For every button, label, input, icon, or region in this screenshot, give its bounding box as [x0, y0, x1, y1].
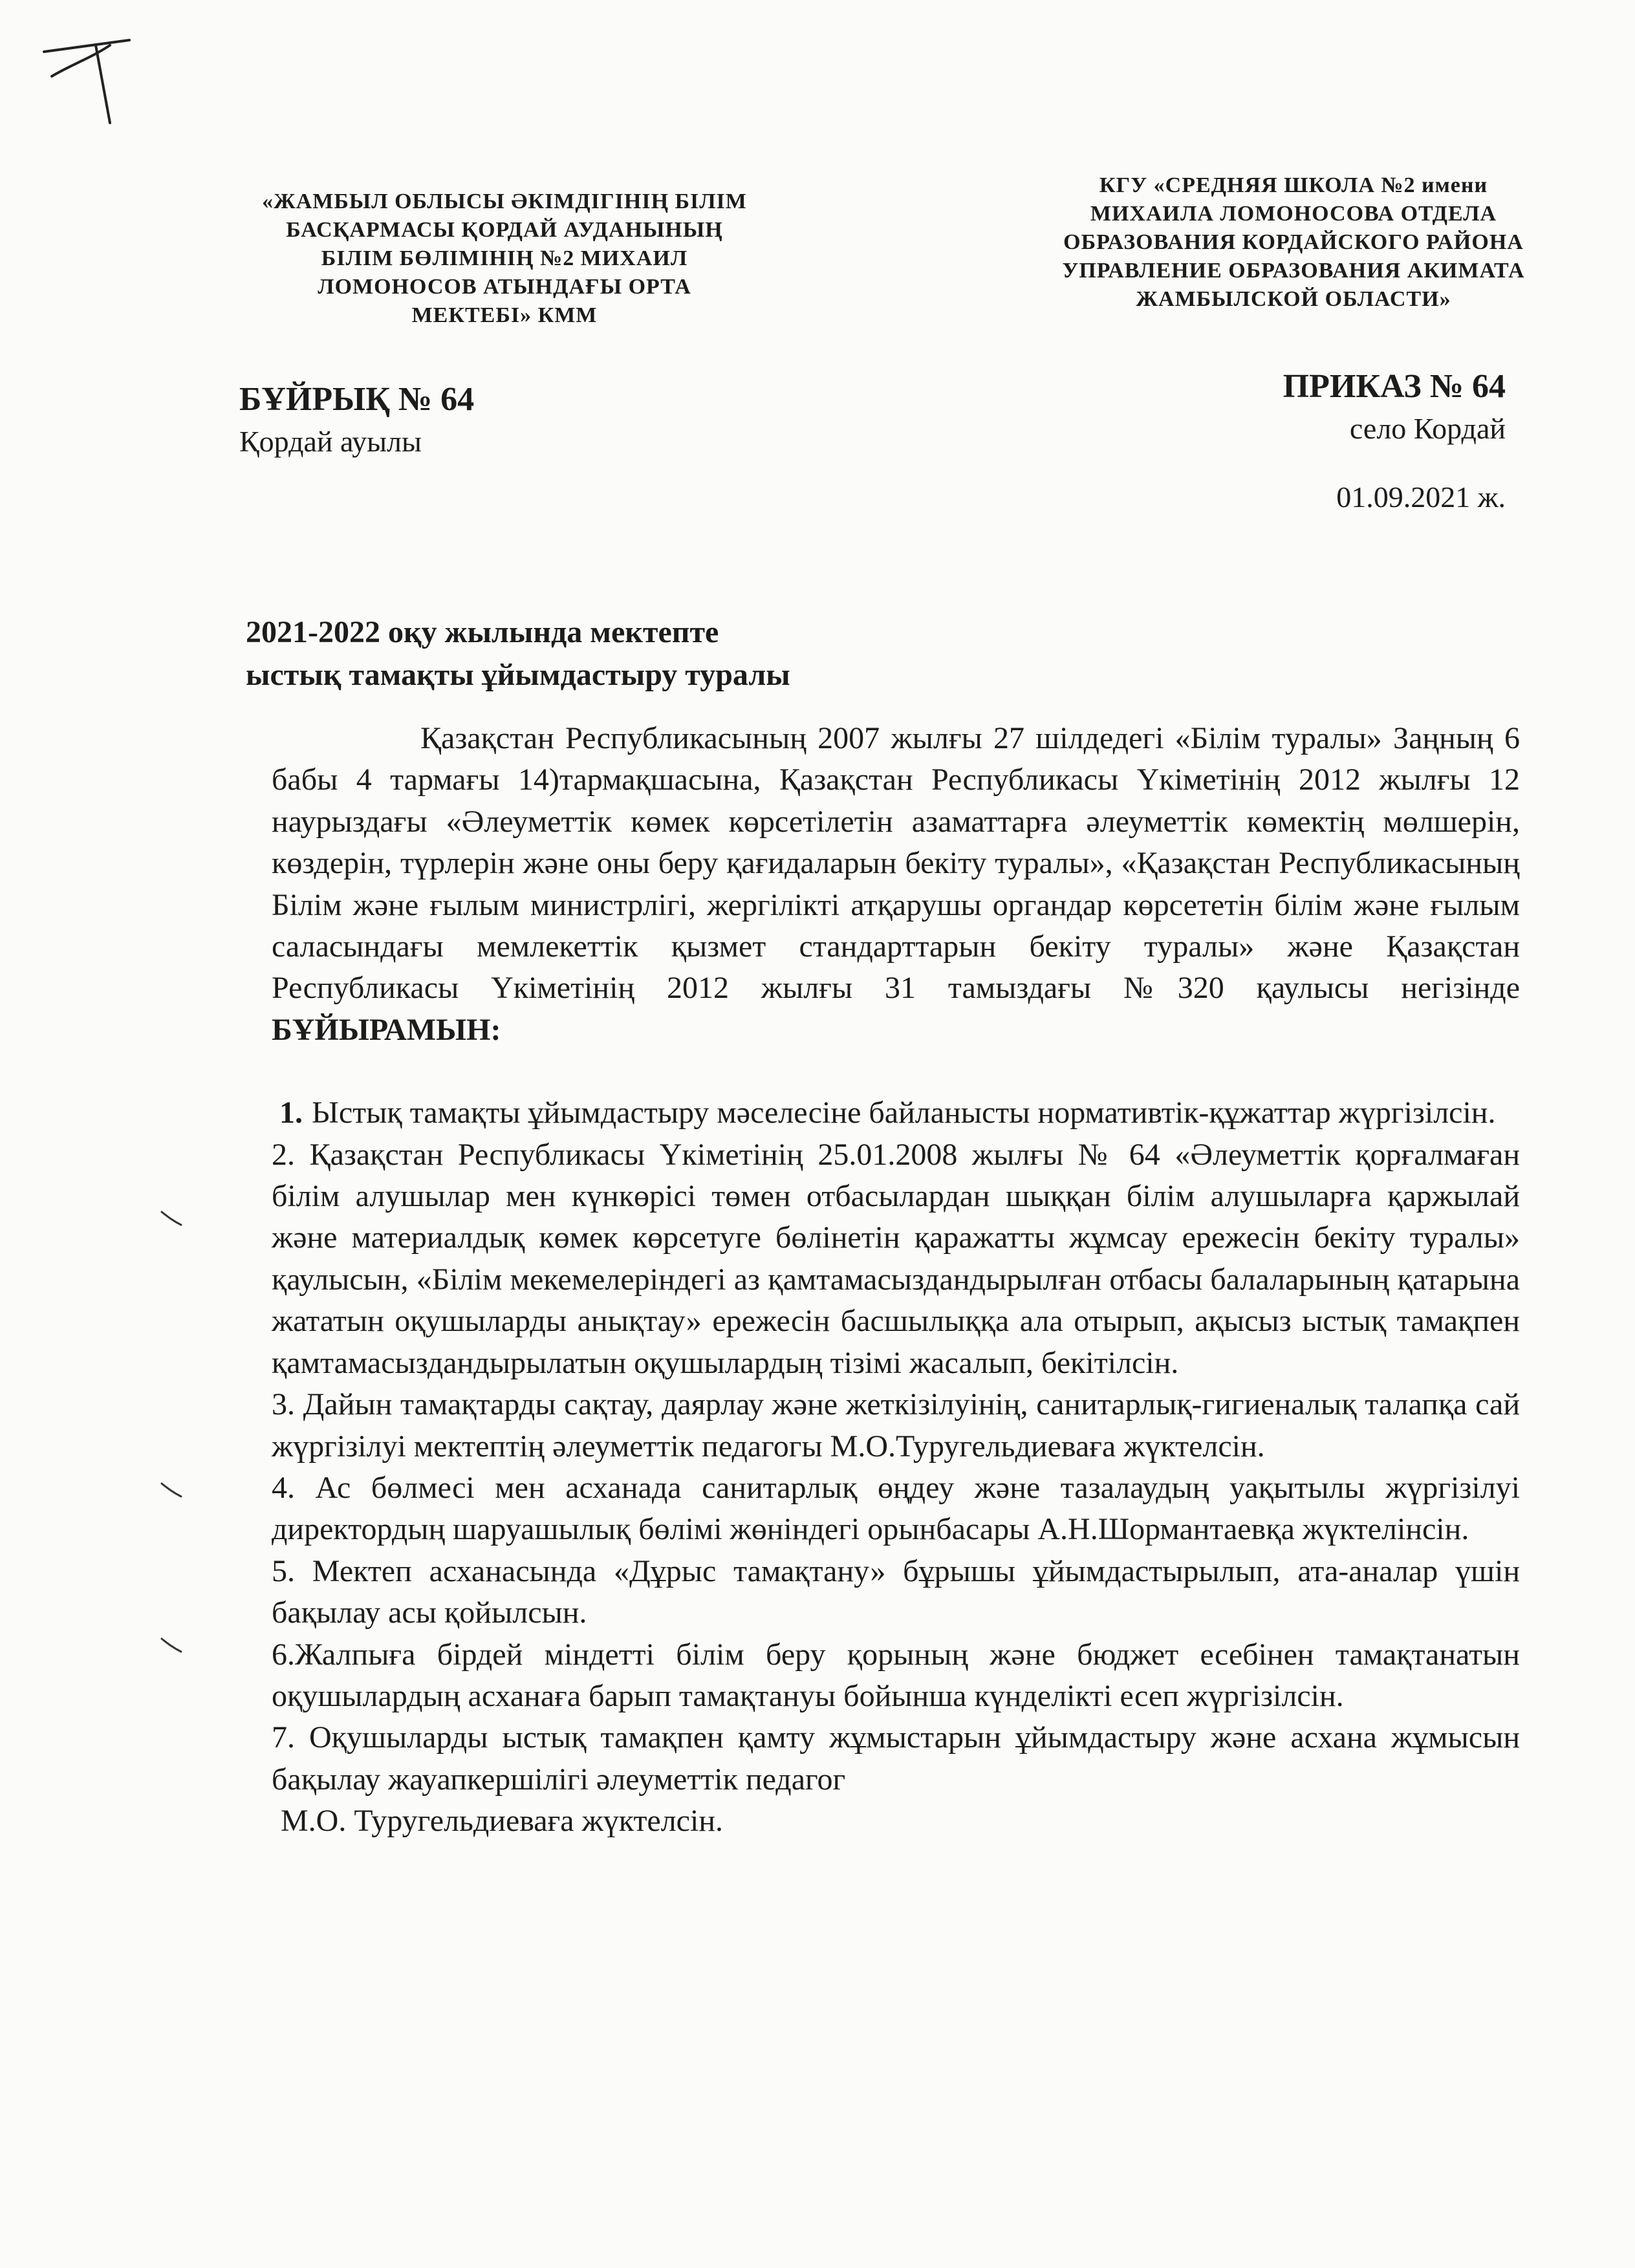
check-mark-icon — [159, 1635, 185, 1654]
order-subject — [246, 611, 1087, 697]
item-number: 6. — [272, 1637, 295, 1672]
header-ru-line: МИХАИЛА ЛОМОНОСОВА ОТДЕЛА — [1090, 202, 1497, 226]
document-body — [272, 718, 1520, 1842]
header-ru-line: ОБРАЗОВАНИЯ КОРДАЙСКОГО РАЙОНА — [1063, 230, 1524, 254]
header-ru-line: КГУ «СРЕДНЯЯ ШКОЛА №2 имени — [1099, 173, 1488, 197]
item-text: Оқушыларды ыстық тамақпен қамту жұмыстарын ұйымдастыру және асхана жұмысын бақылау жауапкершілігі әлеуметтік педагог — [272, 1720, 1520, 1797]
check-mark-icon — [159, 1208, 185, 1227]
subject-line: ыстық тамақты ұйымдастыру туралы — [246, 658, 790, 692]
header-kz-line: «ЖАМБЫЛ ОБЛЫСЫ ӘКІМДІГІНІҢ БІЛІМ — [262, 189, 747, 213]
header-kz-line: МЕКТЕБІ» КММ — [411, 303, 598, 327]
header-ru-line: УПРАВЛЕНИЕ ОБРАЗОВАНИЯ АКИМАТА — [1062, 259, 1525, 283]
order-keyword: БҰЙЫРАМЫН: — [272, 1012, 501, 1047]
item-number: 5. — [272, 1553, 295, 1588]
order-item — [272, 1384, 1520, 1467]
item-text: Дайын тамақтарды сақтау, даярлау және жеткізілуінің, санитарлық-гигиеналық талапқа сай жүргізілуі мектептің әлеуметтік педагогы М.О.Туругельдиеваға жүктелсін. — [272, 1387, 1520, 1463]
item-number: 2. — [272, 1137, 295, 1172]
paragraph-gap — [272, 1051, 1520, 1092]
order-block-ru — [1283, 365, 1506, 518]
subject-line: 2021-2022 оқу жылында мектепте — [246, 615, 719, 649]
item-text: Жалпыға бірдей міндетті білім беру қорының және бюджет есебінен тамақтанатын оқушылардың асханаға барып тамақтануы бойынша күнделікті есеп жүргізілсін. — [272, 1637, 1520, 1713]
order-item — [272, 1092, 1520, 1134]
order-block-kz — [239, 378, 474, 462]
header-kz-line: БАСҚАРМАСЫ ҚОРДАЙ АУДАНЫНЫҢ — [286, 218, 723, 242]
item-number: 4. — [272, 1470, 295, 1505]
header-ru-line: ЖАМБЫЛСКОЙ ОБЛАСТИ» — [1136, 287, 1451, 311]
order-place-kz: Қордай ауылы — [239, 425, 422, 458]
order-item — [272, 1551, 1520, 1634]
order-title-kz: БҰЙРЫҚ № 64 — [239, 381, 475, 418]
item-text: Қазақстан Республикасы Үкіметінің 25.01.2008 жылғы № 64 «Әлеуметтік қорғалмаған білім алушылар мен күнкөрісі төмен отбасылардан шыққан білім алушыларға қаржылай және материалдық көмек көрсетуге бөлінетін қаражатты жұмсау ережесін бекіту туралы» қаулысын, «Білім мекемелеріндегі аз қамтамасыздандырылған отбасы балаларының қатарына жататын оқушыларды анықтау» ережесін басшылыққа ала отырып, ақысыз ыстық тамақпен қамтамасыздандырылатын оқушылардың тізімі жасалып, бекітілсін. — [272, 1137, 1520, 1380]
order-item-continuation: М.О. Туругельдиеваға жүктелсін. — [281, 1804, 723, 1839]
header-org-ru — [1009, 171, 1578, 314]
preamble-text: Қазақстан Республикасының 2007 жылғы 27 шілдедегі «Білім туралы» Заңның 6 бабы 4 тармағы 14)тармақшасына, Қазақстан Республикасы Үкіметінің 2012 жылғы 12 наурыздағы «Әлеуметтік көмек көрсетілетін азаматтарға әлеуметтік көмектің мөлшерін, көздерін, түрлерін және оны беру қағидаларын бекіту туралы», «Қазақстан Республикасының Білім және ғылым министрлігі, жергілікті атқарушы органдар көрсететін білім және ғылым саласындағы мемлекеттік қызмет стандарттарын бекіту туралы» және Қазақстан Республикасы Үкіметінің 2012 жылғы 31 тамыздағы №320 қаулысы негізінде — [272, 721, 1520, 1006]
header-org-kz — [239, 188, 770, 330]
item-text: Мектеп асханасында «Дұрыс тамақтану» бұрышы ұйымдастырылып, ата-аналар үшін бақылау асы қойылсын. — [272, 1553, 1520, 1630]
header-kz-line: БІЛІМ БӨЛІМІНІҢ №2 МИХАИЛ — [321, 246, 688, 270]
order-date: 01.09.2021 ж. — [1336, 481, 1506, 513]
item-text: Ыстық тамақты ұйымдастыру мәселесіне байланысты нормативтік-құжаттар жүргізілсін. — [312, 1096, 1496, 1130]
handwritten-cross-mark-icon — [32, 26, 136, 129]
order-item — [272, 1467, 1520, 1551]
header-kz-line: ЛОМОНОСОВ АТЫНДАҒЫ ОРТА — [318, 275, 691, 299]
preamble-paragraph — [272, 718, 1520, 1051]
item-text: Ас бөлмесі мен асханада санитарлық өңдеу және тазалаудың уақытылы жүргізілуі директордың шаруашылық бөлімі жөніндегі орынбасары А.Н.Шормантаевқа жүктелінсін. — [272, 1470, 1520, 1547]
check-mark-icon — [159, 1480, 185, 1499]
item-number: 3. — [272, 1387, 295, 1422]
order-place-ru: село Кордай — [1349, 412, 1506, 445]
order-title-ru: ПРИКАЗ № 64 — [1283, 368, 1506, 405]
item-number: 7. — [272, 1720, 295, 1755]
order-item — [272, 1134, 1520, 1384]
item-number: 1. — [279, 1096, 303, 1130]
order-item — [272, 1634, 1520, 1718]
order-item — [272, 1717, 1520, 1800]
